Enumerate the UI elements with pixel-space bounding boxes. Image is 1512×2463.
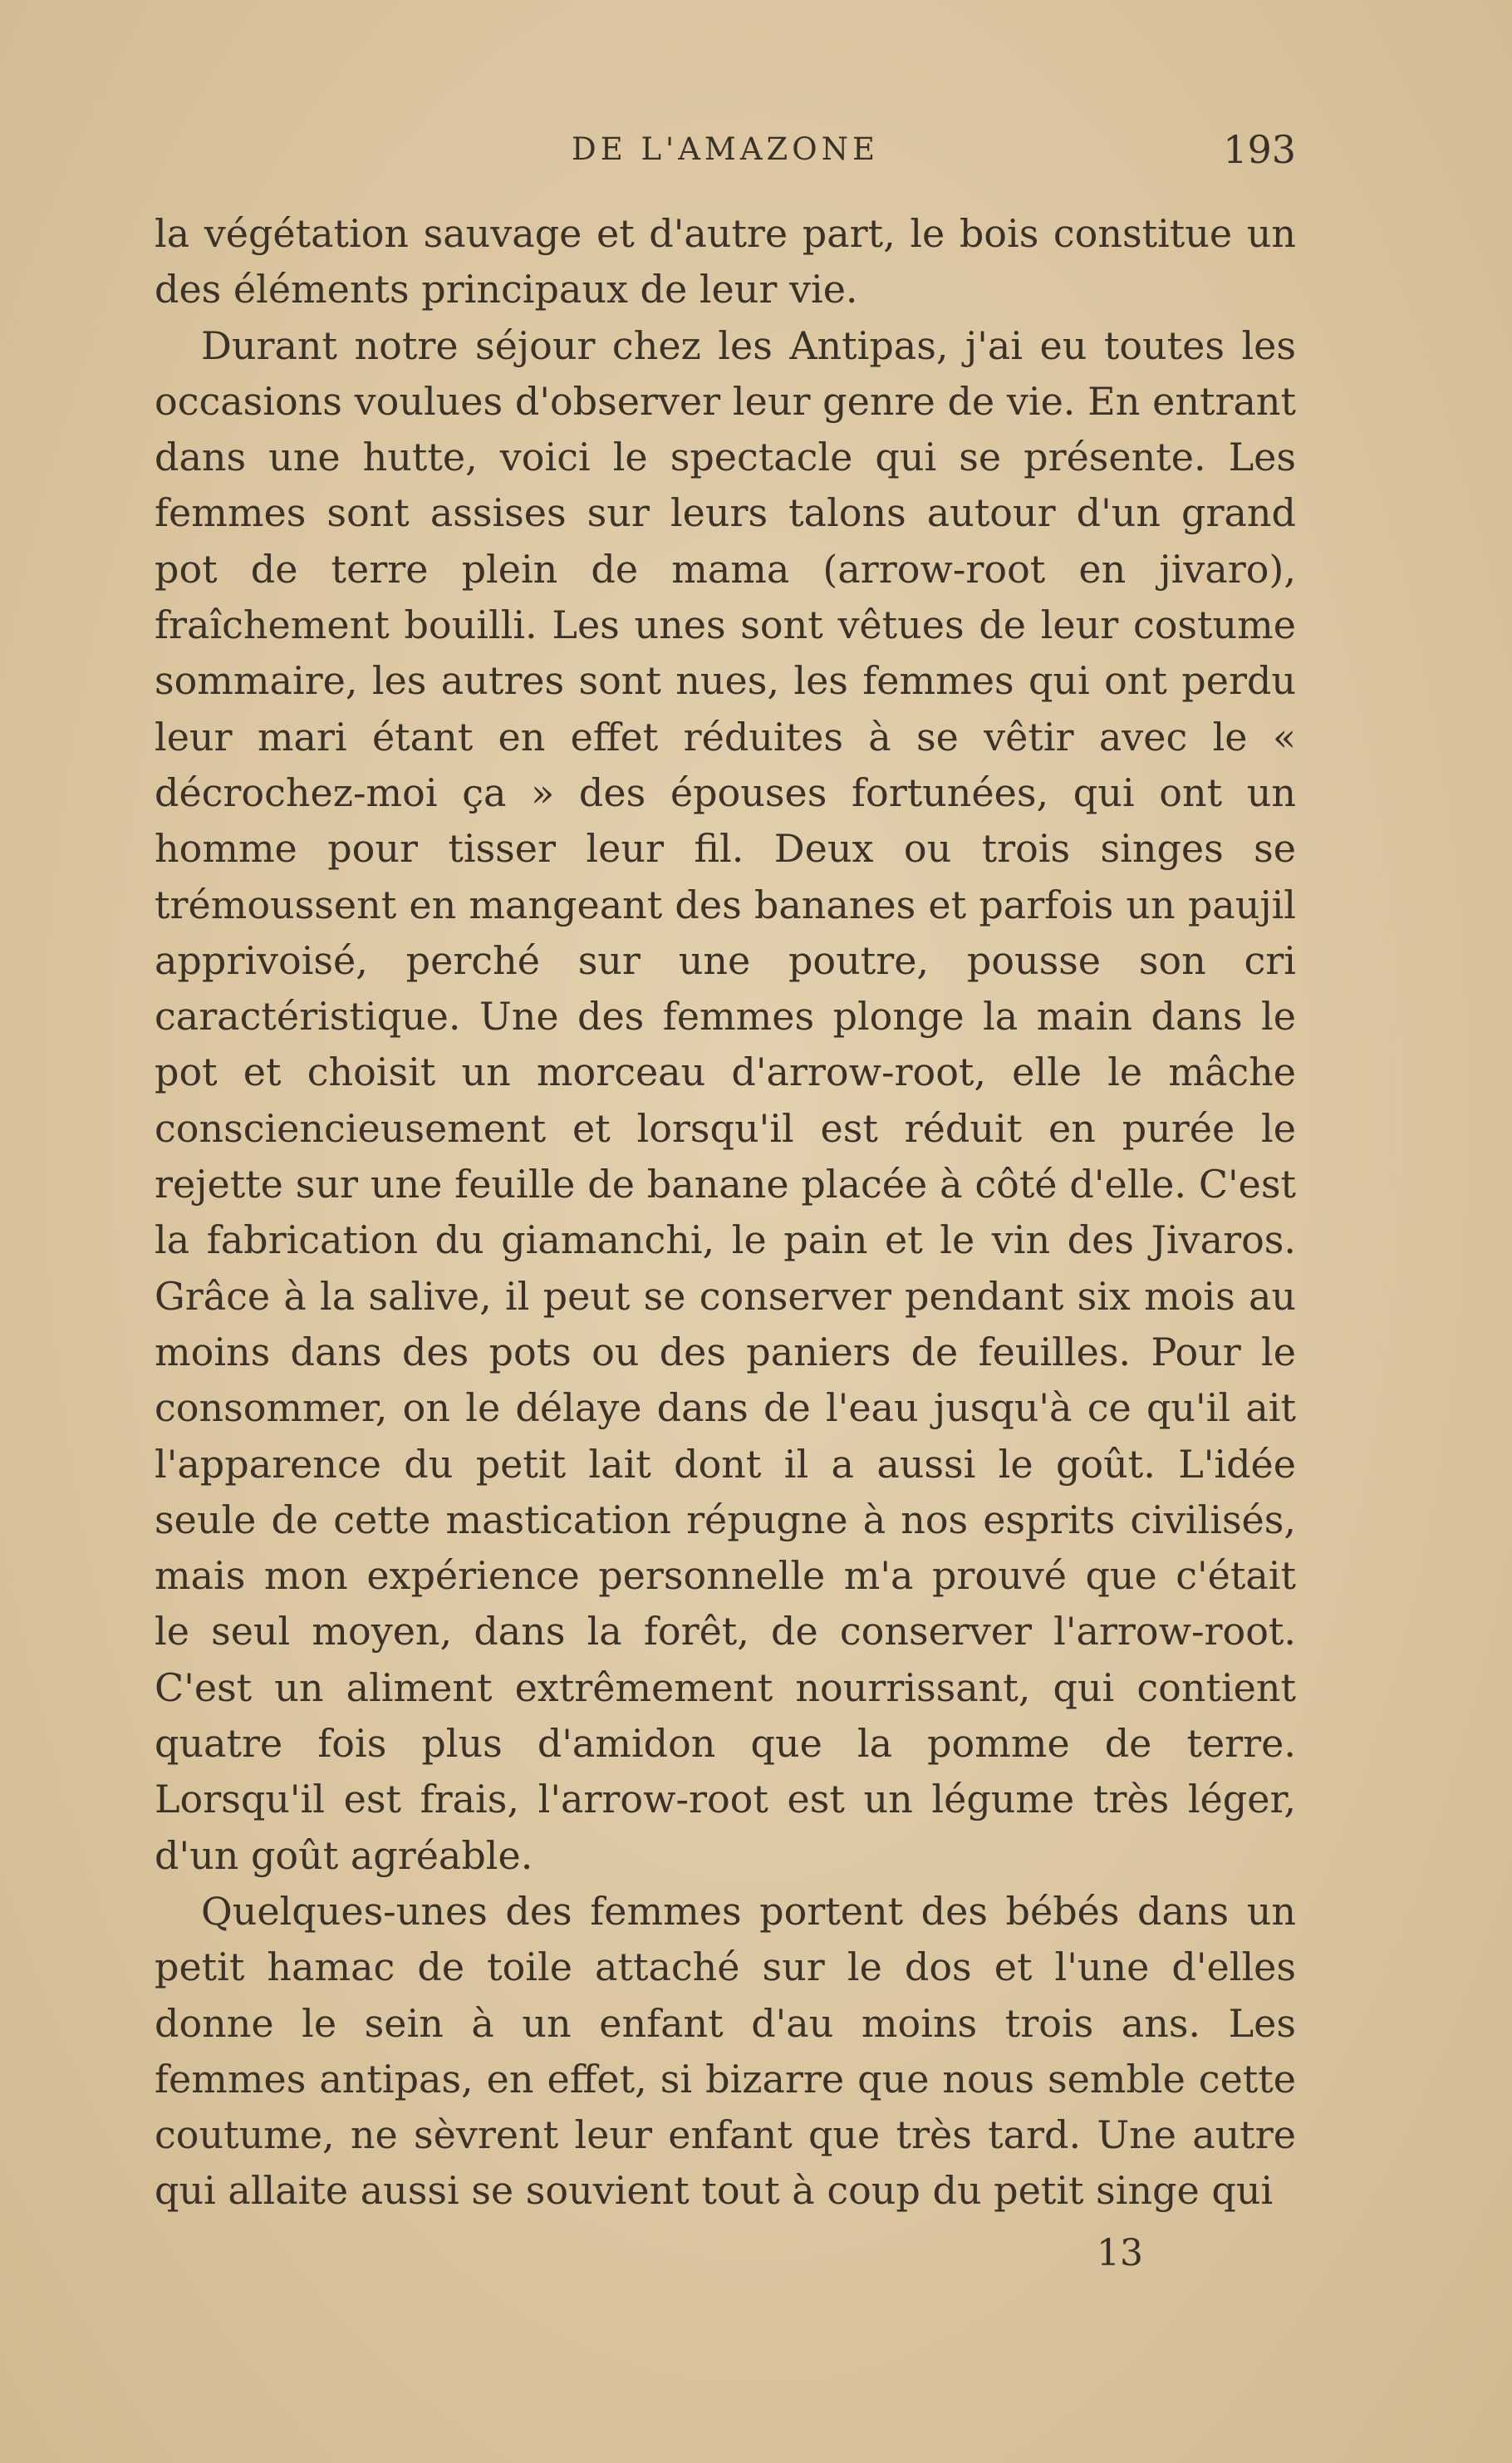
body-text (155, 206, 1296, 2220)
paragraph-2: Durant notre séjour chez les Antipas, j'ai eu toutes les occasions voulues d'observer leur genre de vie. En entrant dans une hutte, voici le spectacle qui se présente. Les femmes sont assises sur leurs talons autour d'un grand pot de terre plein de mama (arrow-root en jivaro), fraîchement bouilli. Les unes sont vêtues de leur costume sommaire, les autres sont nues, les femmes qui ont perdu leur mari étant en effet réduites à se vêtir avec le « décrochez-moi ça » des épouses fortunées, qui ont un homme pour tisser leur fil. Deux ou trois singes se trémoussent en mangeant des bananes et parfois un paujil apprivoisé, perché sur une poutre, pousse son cri caractéristique. Une des femmes plonge la main dans le pot et choisit un morceau d'arrow-root, elle le mâche consciencieusement et lorsqu'il est réduit en purée le rejette sur une feuille de banane placée à côté d'elle. C'est la fabrication du giamanchi, le pain et le vin des Jivaros. Grâce à la salive, il peut se conserver pendant six mois au moins dans des pots ou des paniers de feuilles. Pour le consommer, on le délaye dans de l'eau jusqu'à ce qu'il ait l'apparence du petit lait dont il a aussi le goût. L'idée seule de cette mastication répugne à nos esprits civilisés, mais mon expérience personnelle m'a prouvé que c'était le seul moyen, dans la forêt, de conserver l'arrow-root. C'est un aliment extrêmement nourrissant, qui contient quatre fois plus d'amidon que la pomme de terre. Lorsqu'il est frais, l'arrow-root est un légume très léger, d'un goût agréable. (155, 322, 1296, 1878)
running-title: DE L'AMAZONE (572, 131, 879, 167)
paragraph-3: Quelques-unes des femmes portent des bébés dans un petit hamac de toile attaché sur le dos et l'une d'elles donne le sein à un enfant d'au moins trois ans. Les femmes antipas, en effet, si bizarre que nous semble cette coutume, ne sèvrent leur enfant que très tard. Une autre qui allaite aussi se souvient tout à coup du petit singe qui (155, 1888, 1296, 2214)
signature-mark: 13 (1097, 2232, 1143, 2274)
paragraph-1: la végétation sauvage et d'autre part, le bois constitue un des éléments principaux de leur vie. (155, 211, 1296, 312)
page-header (155, 125, 1296, 175)
page-number: 193 (1223, 127, 1296, 172)
